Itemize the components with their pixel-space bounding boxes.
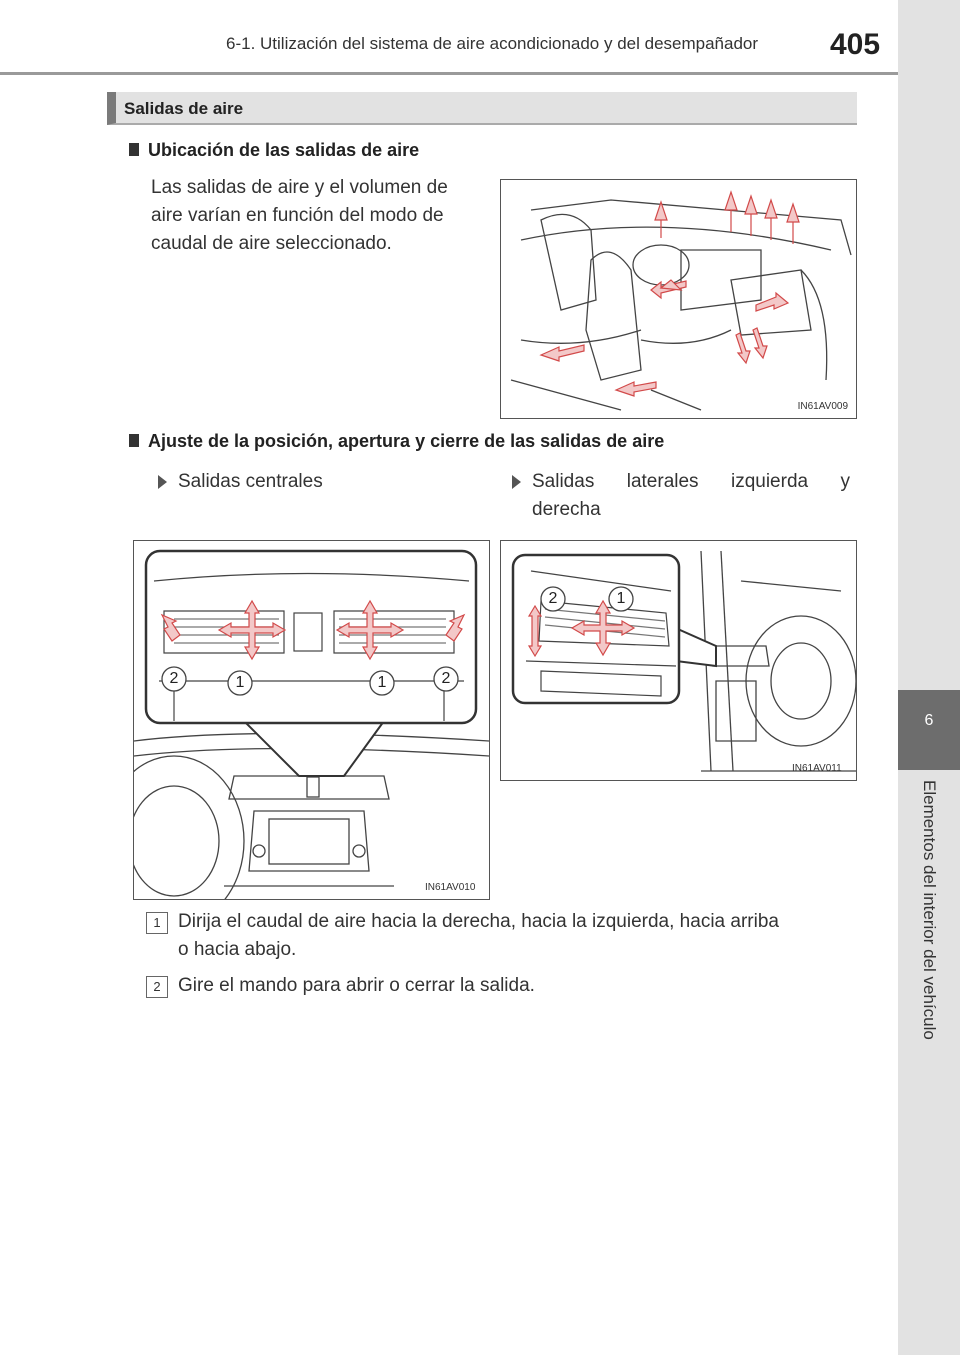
note-number-badge: 2 <box>146 976 168 998</box>
side-vents-label-line: Salidas laterales izquierda y <box>532 471 850 492</box>
location-body-line: caudal de aire seleccionado. <box>151 233 392 254</box>
square-bullet-icon <box>129 434 139 447</box>
chapter-title: Elementos del interior del vehículo <box>920 780 939 1040</box>
side-vents-label-line: derecha <box>532 499 601 520</box>
cabin-illustration <box>501 180 856 418</box>
figure-code: IN61AV009 <box>797 401 848 412</box>
figure-code: IN61AV011 <box>792 763 842 774</box>
central-vents-label: Salidas centrales <box>178 471 323 492</box>
callout-1: 1 <box>616 590 626 607</box>
adjust-heading: Ajuste de la posición, apertura y cierre de las salidas de aire <box>148 431 665 451</box>
location-body-line: aire varían en función del modo de <box>151 205 444 226</box>
chapter-tab-marker <box>898 690 960 770</box>
page-number: 405 <box>830 28 881 61</box>
note-1-line: Dirija el caudal de aire hacia la derecha, hacia la izquierda, hacia arriba <box>178 911 779 932</box>
header-rule <box>0 72 960 75</box>
side-vents-label <box>532 468 850 524</box>
callout-2: 2 <box>169 670 179 687</box>
central-vents-figure <box>133 540 490 900</box>
square-bullet-icon <box>129 143 139 156</box>
note-1-line: o hacia abajo. <box>178 939 297 960</box>
running-header: 6-1. Utilización del sistema de aire acondicionado y del desempañador <box>226 34 759 53</box>
side-vents-illustration <box>501 541 856 780</box>
central-vents-illustration <box>134 541 489 899</box>
callout-2: 2 <box>441 670 451 687</box>
location-body <box>151 174 486 258</box>
location-body-line: Las salidas de aire y el volumen de <box>151 177 448 198</box>
note-2: Gire el mando para abrir o cerrar la salida. <box>178 975 535 996</box>
figure-code: IN61AV010 <box>425 882 476 893</box>
side-vents-figure <box>500 540 857 781</box>
note-1 <box>178 908 858 964</box>
chapter-tab-top <box>898 0 960 690</box>
triangle-bullet-icon <box>158 475 167 489</box>
location-heading: Ubicación de las salidas de aire <box>148 140 420 160</box>
callout-1: 1 <box>235 674 245 691</box>
callout-2: 2 <box>548 590 558 607</box>
chapter-number: 6 <box>924 712 934 729</box>
note-number-badge: 1 <box>146 912 168 934</box>
triangle-bullet-icon <box>512 475 521 489</box>
section-title: Salidas de aire <box>124 99 244 118</box>
callout-1: 1 <box>377 674 387 691</box>
cabin-vents-figure <box>500 179 857 419</box>
